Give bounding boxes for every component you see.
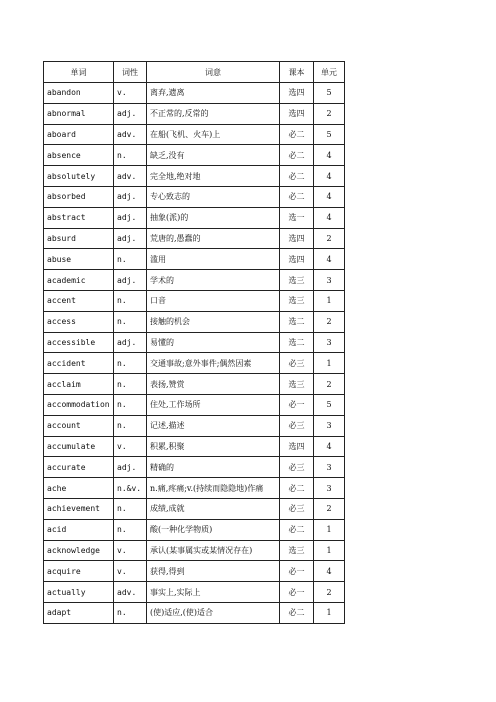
cell-unit: 4	[314, 436, 345, 457]
cell-pos: n.&v.	[114, 478, 147, 499]
cell-word: access	[44, 311, 114, 332]
cell-word: absence	[44, 145, 114, 166]
cell-pos: n.	[114, 374, 147, 395]
cell-meaning: 成绩,成就	[147, 498, 280, 519]
cell-unit: 2	[314, 374, 345, 395]
cell-meaning: 缺乏,没有	[147, 145, 280, 166]
cell-book: 必三	[280, 353, 314, 374]
cell-word: acid	[44, 519, 114, 540]
table-row	[44, 83, 345, 104]
cell-unit: 4	[314, 166, 345, 187]
cell-pos: n.	[114, 353, 147, 374]
table-row	[44, 290, 345, 311]
cell-pos: adj.	[114, 457, 147, 478]
table-row	[44, 540, 345, 561]
cell-unit: 5	[314, 83, 345, 104]
cell-pos: adj.	[114, 228, 147, 249]
table-row	[44, 249, 345, 270]
cell-meaning: 学术的	[147, 270, 280, 291]
cell-word: account	[44, 415, 114, 436]
table-row	[44, 103, 345, 124]
cell-meaning: (使)适应,(使)适合	[147, 602, 280, 623]
cell-meaning: 滥用	[147, 249, 280, 270]
cell-meaning: 住处,工作场所	[147, 394, 280, 415]
cell-meaning: 离弃,遗离	[147, 83, 280, 104]
cell-pos: adj.	[114, 207, 147, 228]
cell-pos: v.	[114, 561, 147, 582]
cell-book: 必二	[280, 166, 314, 187]
cell-meaning: 记述,描述	[147, 415, 280, 436]
cell-word: achievement	[44, 498, 114, 519]
table-row	[44, 415, 345, 436]
cell-book: 必一	[280, 561, 314, 582]
cell-meaning: 口音	[147, 290, 280, 311]
cell-pos: v.	[114, 540, 147, 561]
cell-book: 选四	[280, 83, 314, 104]
cell-meaning: 获得,得到	[147, 561, 280, 582]
cell-book: 选四	[280, 103, 314, 124]
table-row	[44, 311, 345, 332]
cell-book: 必三	[280, 457, 314, 478]
table-row	[44, 166, 345, 187]
cell-word: absolutely	[44, 166, 114, 187]
cell-word: abnormal	[44, 103, 114, 124]
cell-unit: 3	[314, 457, 345, 478]
cell-unit: 2	[314, 228, 345, 249]
header-row	[44, 62, 345, 83]
cell-word: accessible	[44, 332, 114, 353]
cell-word: abandon	[44, 83, 114, 104]
cell-book: 选三	[280, 290, 314, 311]
cell-word: ache	[44, 478, 114, 499]
table-row	[44, 436, 345, 457]
header-meaning: 词意	[147, 62, 280, 83]
cell-unit: 4	[314, 561, 345, 582]
table-row	[44, 394, 345, 415]
cell-unit: 3	[314, 415, 345, 436]
cell-word: acquire	[44, 561, 114, 582]
cell-pos: n.	[114, 519, 147, 540]
cell-meaning: 表扬,赞赏	[147, 374, 280, 395]
cell-book: 选二	[280, 311, 314, 332]
cell-book: 必二	[280, 145, 314, 166]
table-row	[44, 498, 345, 519]
cell-unit: 3	[314, 270, 345, 291]
cell-word: accident	[44, 353, 114, 374]
table-row	[44, 353, 345, 374]
cell-unit: 2	[314, 311, 345, 332]
cell-unit: 4	[314, 249, 345, 270]
cell-book: 选一	[280, 207, 314, 228]
cell-meaning: 接触的机会	[147, 311, 280, 332]
cell-pos: n.	[114, 290, 147, 311]
cell-unit: 5	[314, 394, 345, 415]
cell-pos: v.	[114, 83, 147, 104]
cell-book: 必三	[280, 498, 314, 519]
cell-book: 必二	[280, 478, 314, 499]
cell-unit: 1	[314, 540, 345, 561]
cell-book: 必二	[280, 602, 314, 623]
cell-meaning: 交通事故;意外事件;偶然因素	[147, 353, 280, 374]
cell-word: accommodation	[44, 394, 114, 415]
header-word: 单词	[44, 62, 114, 83]
cell-meaning: 精确的	[147, 457, 280, 478]
cell-pos: adv.	[114, 166, 147, 187]
table-row	[44, 145, 345, 166]
cell-word: acclaim	[44, 374, 114, 395]
cell-book: 必三	[280, 415, 314, 436]
cell-meaning: 完全地,绝对地	[147, 166, 280, 187]
cell-meaning: 荒唐的,愚蠢的	[147, 228, 280, 249]
cell-meaning: 承认(某事属实或某情况存在)	[147, 540, 280, 561]
table-row	[44, 602, 345, 623]
cell-pos: adv.	[114, 582, 147, 603]
vocabulary-table	[43, 61, 345, 624]
cell-book: 选四	[280, 249, 314, 270]
cell-word: accumulate	[44, 436, 114, 457]
cell-unit: 4	[314, 186, 345, 207]
cell-unit: 1	[314, 519, 345, 540]
cell-unit: 3	[314, 332, 345, 353]
cell-meaning: n.痛,疼痛;v.(持续而隐隐地)作痛	[147, 478, 280, 499]
cell-meaning: 易懂的	[147, 332, 280, 353]
table-body	[44, 83, 345, 624]
cell-pos: n.	[114, 415, 147, 436]
cell-pos: n.	[114, 311, 147, 332]
cell-unit: 2	[314, 103, 345, 124]
cell-pos: adj.	[114, 186, 147, 207]
cell-book: 必一	[280, 394, 314, 415]
table-row	[44, 478, 345, 499]
cell-pos: n.	[114, 498, 147, 519]
cell-book: 选二	[280, 332, 314, 353]
cell-unit: 3	[314, 478, 345, 499]
header-book: 课本	[280, 62, 314, 83]
cell-unit: 4	[314, 207, 345, 228]
cell-meaning: 酸(一种化学物质)	[147, 519, 280, 540]
cell-word: acknowledge	[44, 540, 114, 561]
cell-book: 选四	[280, 228, 314, 249]
table-row	[44, 332, 345, 353]
cell-book: 必二	[280, 124, 314, 145]
table-row	[44, 207, 345, 228]
cell-unit: 1	[314, 602, 345, 623]
cell-word: accent	[44, 290, 114, 311]
cell-unit: 2	[314, 498, 345, 519]
cell-word: adapt	[44, 602, 114, 623]
cell-unit: 4	[314, 145, 345, 166]
cell-word: absorbed	[44, 186, 114, 207]
cell-word: abuse	[44, 249, 114, 270]
cell-book: 选三	[280, 374, 314, 395]
cell-word: aboard	[44, 124, 114, 145]
cell-book: 选四	[280, 436, 314, 457]
cell-pos: v.	[114, 436, 147, 457]
cell-word: accurate	[44, 457, 114, 478]
cell-pos: n.	[114, 249, 147, 270]
header-unit: 单元	[314, 62, 345, 83]
cell-unit: 1	[314, 290, 345, 311]
cell-meaning: 在船(飞机、火车)上	[147, 124, 280, 145]
cell-pos: n.	[114, 145, 147, 166]
cell-meaning: 抽象(派)的	[147, 207, 280, 228]
table-row	[44, 561, 345, 582]
cell-book: 选三	[280, 270, 314, 291]
cell-book: 必二	[280, 186, 314, 207]
cell-book: 选三	[280, 540, 314, 561]
cell-meaning: 事实上,实际上	[147, 582, 280, 603]
cell-book: 必一	[280, 582, 314, 603]
table-row	[44, 186, 345, 207]
header-pos: 词性	[114, 62, 147, 83]
cell-meaning: 不正常的,反常的	[147, 103, 280, 124]
cell-pos: n.	[114, 394, 147, 415]
cell-pos: adj.	[114, 103, 147, 124]
cell-pos: n.	[114, 602, 147, 623]
cell-book: 必二	[280, 519, 314, 540]
table-row	[44, 519, 345, 540]
table-row	[44, 228, 345, 249]
cell-word: actually	[44, 582, 114, 603]
table-row	[44, 124, 345, 145]
cell-word: academic	[44, 270, 114, 291]
table-row	[44, 270, 345, 291]
cell-pos: adv.	[114, 124, 147, 145]
table-row	[44, 582, 345, 603]
cell-meaning: 专心致志的	[147, 186, 280, 207]
cell-unit: 5	[314, 124, 345, 145]
cell-word: abstract	[44, 207, 114, 228]
cell-pos: adj.	[114, 332, 147, 353]
table-row	[44, 457, 345, 478]
cell-meaning: 积累,积聚	[147, 436, 280, 457]
cell-pos: adj.	[114, 270, 147, 291]
cell-unit: 1	[314, 353, 345, 374]
cell-unit: 2	[314, 582, 345, 603]
table-row	[44, 374, 345, 395]
cell-word: absurd	[44, 228, 114, 249]
